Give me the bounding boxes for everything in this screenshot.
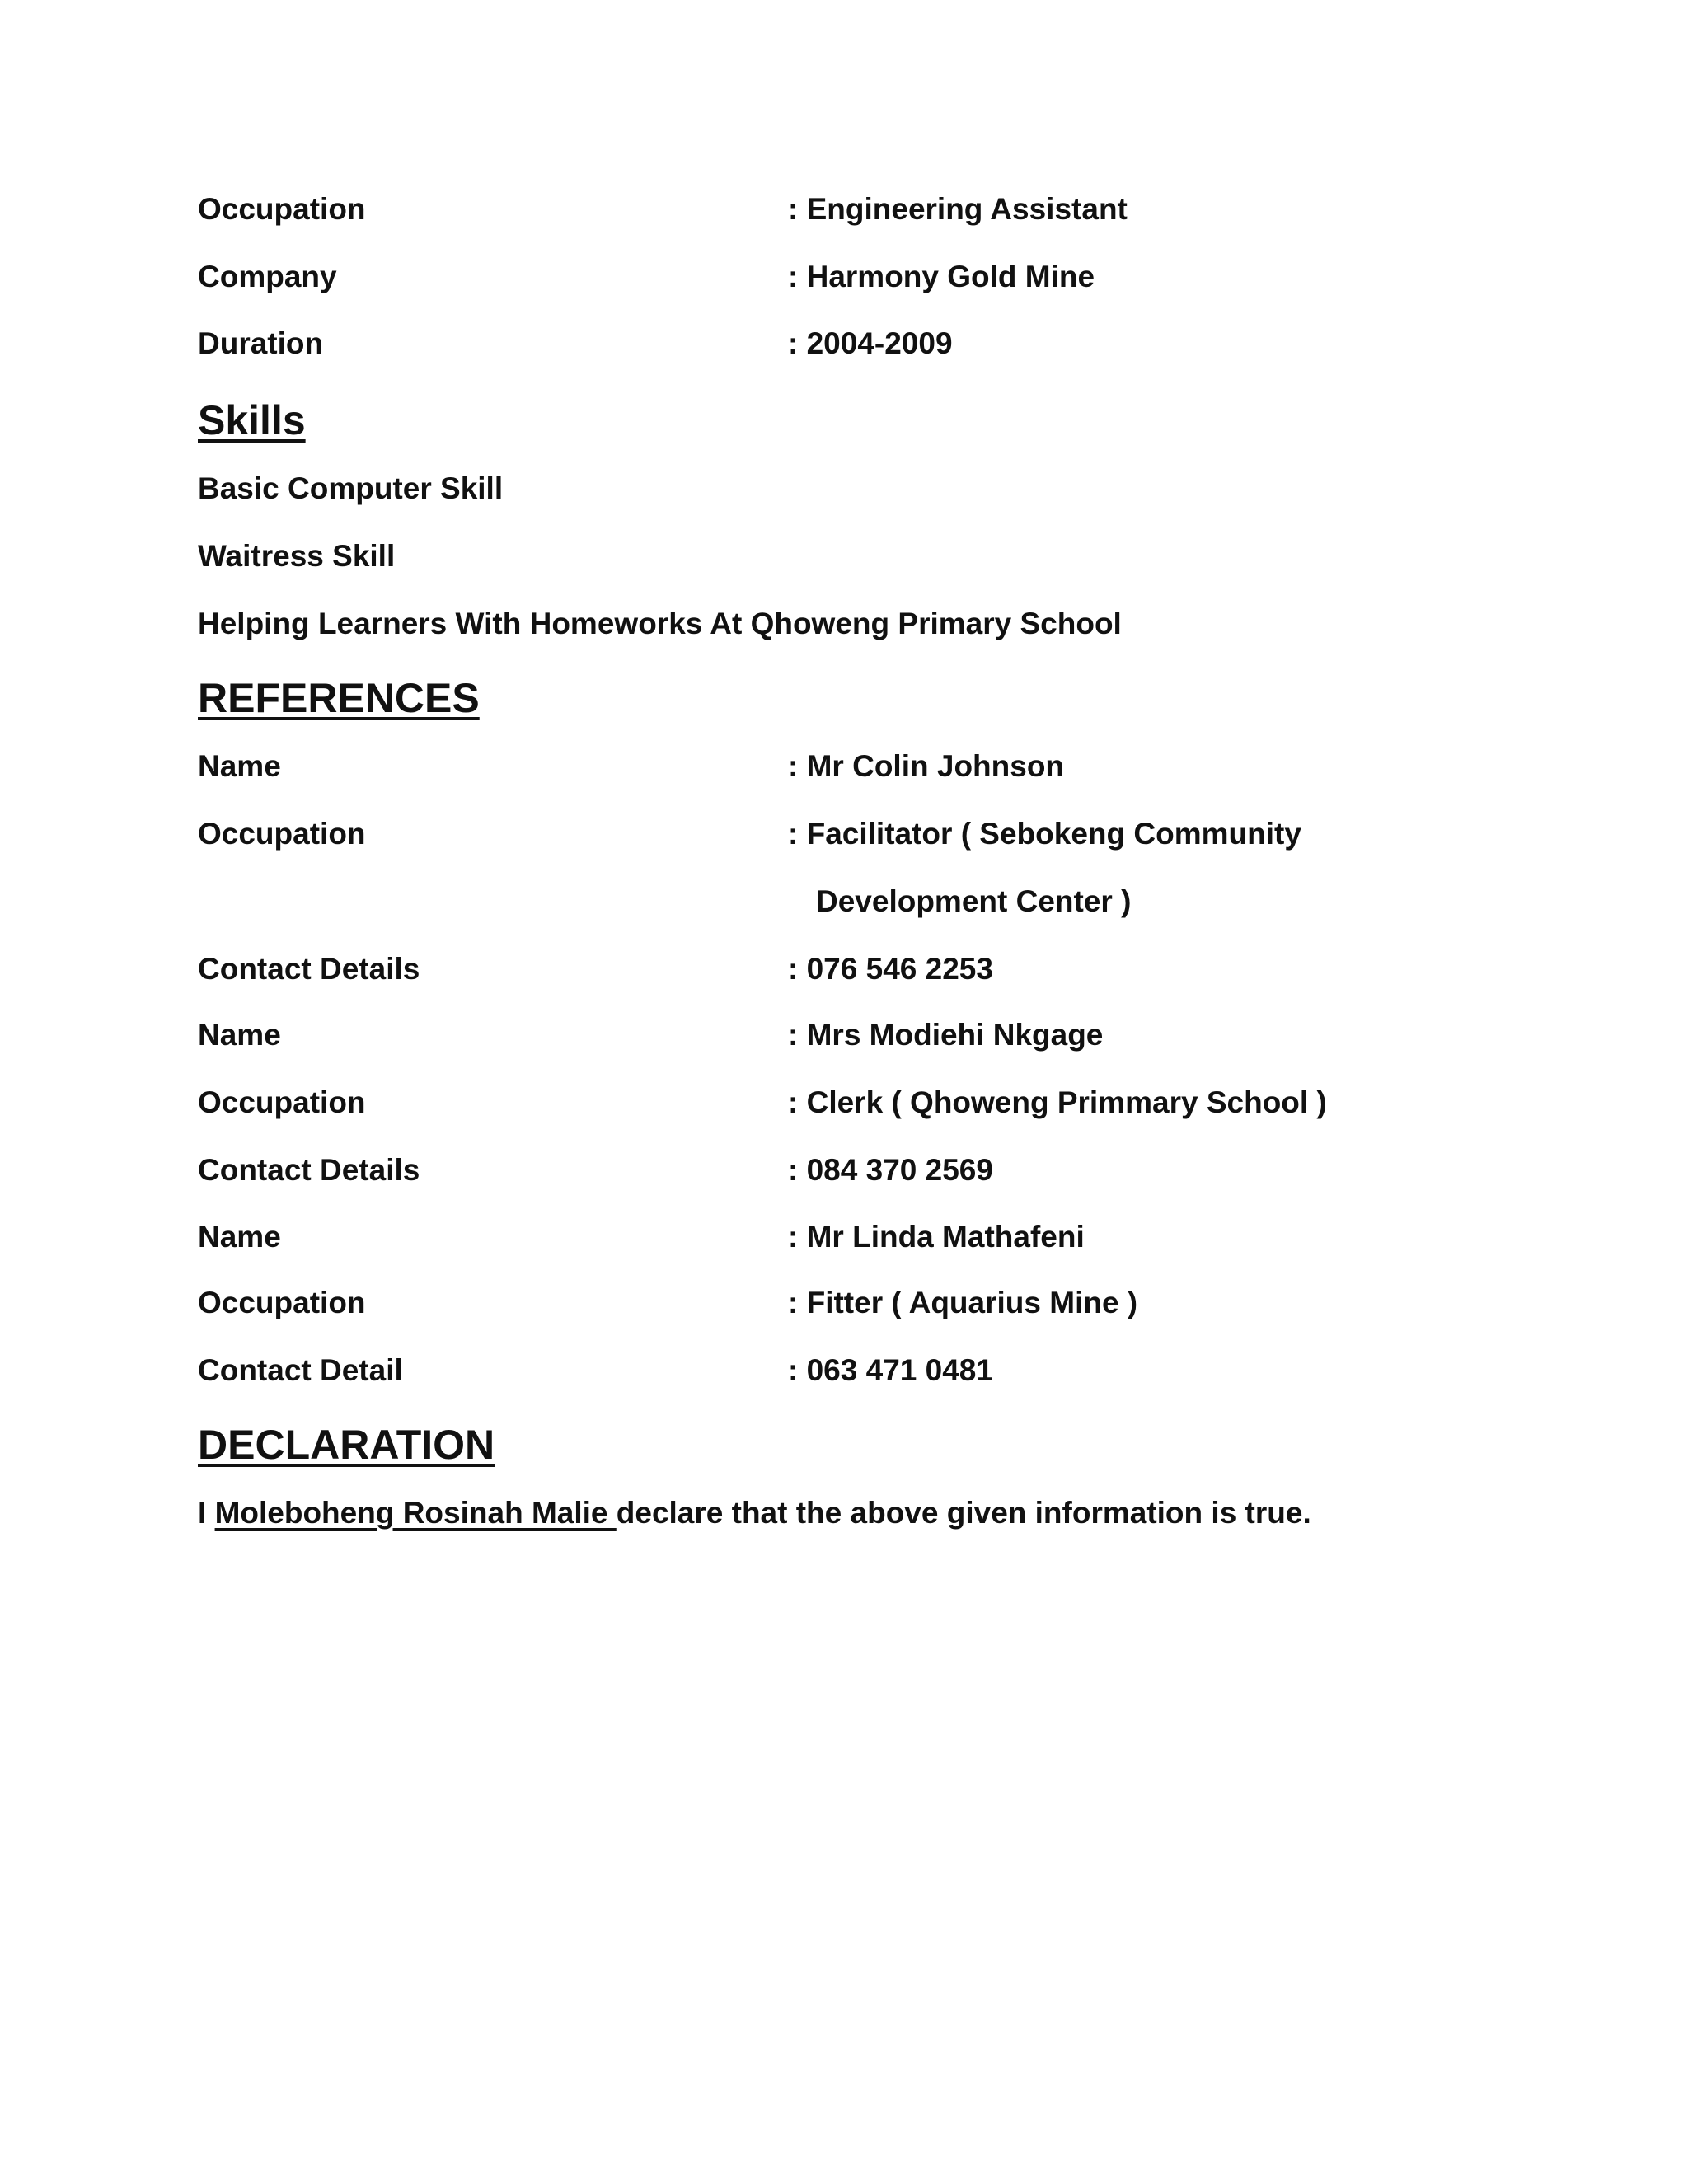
declaration-suffix: declare that the above given information is true. (616, 1496, 1311, 1530)
reference-name-value: : Mr Linda Mathafeni (788, 1220, 1085, 1254)
employment-duration-value: : 2004-2009 (788, 326, 953, 360)
references-heading: REFERENCES (198, 675, 480, 721)
reference-contact-label: Contact Details (198, 952, 420, 986)
reference-contact-value: : 076 546 2253 (788, 952, 993, 986)
declaration-heading: DECLARATION (198, 1422, 495, 1468)
reference-occupation-value: : Fitter ( Aquarius Mine ) (788, 1286, 1138, 1319)
reference-name-value: : Mrs Modiehi Nkgage (788, 1018, 1104, 1052)
reference-occupation-value: : Facilitator ( Sebokeng Community (788, 817, 1301, 851)
employment-occupation-label: Occupation (198, 192, 366, 226)
skill-item: Helping Learners With Homeworks At Qhoweng Primary School (198, 607, 1122, 640)
reference-occupation-label: Occupation (198, 817, 366, 851)
declaration-prefix: I (198, 1496, 215, 1530)
skill-item: Waitress Skill (198, 539, 396, 573)
reference-contact-label: Contact Details (198, 1153, 420, 1187)
reference-occupation-label: Occupation (198, 1085, 366, 1119)
employment-occupation-value: : Engineering Assistant (788, 192, 1128, 226)
employment-company-value: : Harmony Gold Mine (788, 260, 1095, 293)
reference-contact-value: : 063 471 0481 (788, 1353, 993, 1387)
skill-item: Basic Computer Skill (198, 471, 504, 505)
employment-duration-label: Duration (198, 326, 324, 360)
reference-contact-label: Contact Detail (198, 1353, 403, 1387)
reference-name-label: Name (198, 1018, 281, 1052)
employment-company-label: Company (198, 260, 337, 293)
reference-occupation-label: Occupation (198, 1286, 366, 1319)
declarant-name: Moleboheng Rosinah Malie (214, 1496, 617, 1530)
reference-name-label: Name (198, 1220, 281, 1254)
declaration-statement (198, 1495, 1311, 1531)
reference-occupation-value: : Clerk ( Qhoweng Primmary School ) (788, 1085, 1327, 1119)
reference-occupation-value-continued: Development Center ) (816, 884, 1132, 918)
reference-name-value: : Mr Colin Johnson (788, 749, 1065, 783)
reference-name-label: Name (198, 749, 281, 783)
reference-contact-value: : 084 370 2569 (788, 1153, 993, 1187)
skills-heading: Skills (198, 397, 306, 443)
